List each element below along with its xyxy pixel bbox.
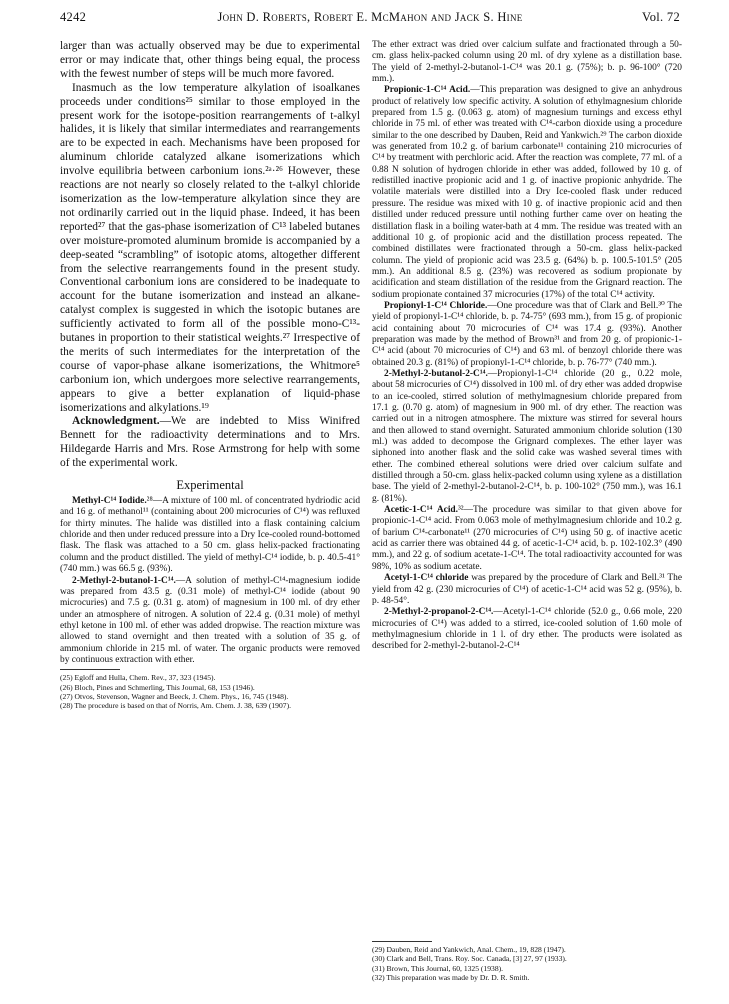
volume-label: Vol. 72 [642,10,680,24]
propionyl-chloride-procedure [372,301,682,369]
acknowledgment-text: —We are indebted to Miss Winifred Bennett for the radioactivity determinations and to Mrs. Hildegarde Harris and Mrs. Rose Armstrong for help with some of the experimental work. [60,415,360,470]
footnote-divider [60,669,120,670]
footnote: (31) Brown, This Journal, 60, 1325 (1938). [372,963,504,973]
methylbutanol-1-procedure [60,576,360,667]
methylpropanol-procedure [372,607,682,652]
paragraph-continued: larger than was actually observed may be due to experimental error or may indicate that, other things being equal, the process with the fewest number of steps will be much more favored. [60,40,360,80]
footnote-divider [372,941,432,942]
acetyl-chloride-procedure [372,573,682,607]
left-column [60,40,360,711]
acetyl-chloride-text: was prepared by the procedure of Clark and Bell.³¹ The yield from 42 g. (230 microcuries of C¹⁴) of acetic-1-C¹⁴ acid was 52 g. (95%), b. p. 48-54°. [372,573,683,606]
propionyl-chloride-title: Propionyl-1-C¹⁴ Chloride. [384,300,488,311]
running-title-authors: John D. Roberts, Robert E. McMahon and Jack S. Hine [217,10,523,24]
acknowledgment-title: Acknowledgment. [72,415,160,428]
methylbutanol-2-procedure [372,369,682,505]
footnote: (29) Dauben, Reid and Yankwich, Anal. Chem., 19, 828 (1947). [372,945,566,954]
right-column [372,40,682,653]
footnote: (25) Egloff and Hulla, Chem. Rev., 37, 323 (1945). [60,673,216,683]
acetyl-chloride-title: Acetyl-1-C¹⁴ chloride [384,573,469,584]
footnote: (27) Otvos, Stevenson, Wagner and Beeck, J. Chem. Phys., 16, 745 (1948). [60,692,289,702]
methylpropanol-title: 2-Methyl-2-propanol-2-C¹⁴. [384,607,494,618]
propionyl-chloride-text: —One procedure was that of Clark and Bell.³⁰ The yield of propionyl-1-C¹⁴ chloride, b. p. 74-75° (693 mm.), from 15 g. of propionic acid containing about 70 microcuries of C¹⁴ was 17.4 g. (93%). Another preparation was made by the method of Brown³¹ and from 20 g. of propionic-1-C¹⁴ acid (about 70 microcuries of C¹⁴) and 63 ml. of benzoyl chloride there was obtained 20.3 g. (81%) of propionyl-1-C¹⁴ chloride, b. p. 76-77° (740 mm.). [372,300,682,368]
right-footnotes [372,938,682,983]
running-header [60,10,680,30]
methylbutanol-2-text: —Propionyl-1-C¹⁴ chloride (20 g., 0.22 mole, about 58 microcuries of C¹⁴) dissolved in 100 ml. of dry ether was added dropwise to an ice-cooled, stirred solution of methylmagnesium chloride prepared from 17.1 g. (0.70 g. atom) of magnesium in 900 ml. of dry ether. The reaction was carried out in a nitrogen atmosphere. The mixture was stirred for several hours and then allowed to stand overnight. Saturated ammonium chloride solution (130 ml.) was added to decompose the Grignard complexes. The ether layer was siphoned into another flask and the solid cake was washed several times with ether. The combined ethereal solutions were dried over calcium sulfate and distilled through a 50-cm. glass helix-packed column using xylene as a distillation base. The yield of 2-methyl-2-butanol-2-C¹⁴, b. p. 100-102° (750 mm.), was 16.1 g. (81%). [372,368,682,504]
footnote: (30) Clark and Bell, Trans. Roy. Soc. Canada, [3] 27, 97 (1933). [372,954,567,964]
propionic-acid-title: Propionic-1-C¹⁴ Acid. [384,85,471,96]
methylbutanol-2-title: 2-Methyl-2-butanol-2-C¹⁴. [384,368,488,379]
acetic-acid-title: Acetic-1-C¹⁴ Acid. [384,505,458,516]
methyl-iodide-text: ²⁸—A mixture of 100 ml. of concentrated hydriodic acid and 16 g. of methanol¹¹ (containing about 200 microcuries of C¹⁴) was refluxed for thirty minutes. The halide was distilled into a flask containing calcium chloride and then under reduced pressure into a Dry Ice-cooled round-bottomed flask. The flask was attached to a 50 cm. glass helix-packed fractionating column and the product distilled. The yield of methyl-C¹⁴ iodide, b. p. 40.5-41° (740 mm.) was 66.5 g. (93%). [60,496,361,575]
propionic-acid-text: —This preparation was designed to give an anhydrous product of relatively low specific activity. A solution of ethylmagnesium chloride prepared from 1.5 g. (0.063 g. atom) of magnesium turnings and excess ethyl chloride in 75 ml. of ether was treated with C¹⁴-carbon dioxide using a procedure similar to the one described by Dauben, Reid and Yankwich.²⁹ The carbon dioxide was generated from 10.2 g. of barium carbonate¹¹ containing 210 microcuries of C¹⁴ by treatment with perchloric acid. After the reaction was complete, 77 ml. of a 0.88 N solution of hydrogen chloride in ether was added, followed by 10 g. of redistilled inactive propionic acid and 1 g. of inactive propionic anhydride. The volatile materials were distilled into a Dry Ice-cooled flask under reduced pressure. The residue was mixed with 10 g. of inactive propionic acid and then distilled under reduced pressure until nothing further came over on heating the distillation flask in a boiling water-bath at 4 mm. The residue was treated with an additional 10 g. of propionic acid and the distillation process repeated. The combined distillates were fractionated through a 50-cm. glass helix-packed column. The yield of propionic acid was 23.5 g. (64%) b. p. 100.5-101.5° (205 mm.). An additional 8.5 g. (23%) was recovered as sodium propionate by acidification and steam distillation of the residue from the Grignard reaction. The sodium propionate contained 37 microcuries (17%) of the total C¹⁴ activity. [372,85,682,300]
propionic-acid-procedure [372,85,682,301]
footnote: (28) The procedure is based on that of Norris, Am. Chem. J. 38, 639 (1907). [60,701,292,711]
methylbutanol-1-text: —A solution of methyl-C¹⁴-magnesium iodide was prepared from 43.5 g. (0.31 mole) of methyl-C¹⁴ iodide (about 90 microcuries) and 7.5 g. (0.31 g. atom) of magnesium in 100 ml. of dry ether under an atmosphere of nitrogen. A solution of 22.4 g. (0.31 mole) of methyl ethyl ketone in 100 ml. of ether was added dropwise. The reaction mixture was allowed to stand overnight and then treated with a solution of 35 g. of ammonium chloride in 215 ml. of water. The organic products were removed by continuous extraction with ether. [60,575,360,665]
methyl-iodide-procedure [60,496,360,575]
acetic-acid-procedure [372,505,682,573]
left-footnotes [60,673,360,711]
page-number: 4242 [60,10,87,24]
paragraph-mechanism-discussion: Inasmuch as the low temperature alkylation of isoalkanes proceeds under conditions²⁵ similar to those employed in the present work for the isotope-position rearrangements of t-alkyl halides, it is likely that similar intermediates and rearrangements are to be expected in each. Mechanisms have been proposed for aluminum chloride catalyzed alkane isomerizations which involve equilibria between carbonium ions.²ᵃ·²⁶ However, these reactions are not nearly so closely related to the t-alkyl chloride isomerization as the low-temperature alkylation since they are not ordinarily carried out in the liquid phase. Indeed, it has been reported²⁷ that the gas-phase isomerization of C¹³ labeled butanes over moisture-promoted aluminum bromide is accompanied by a deep-seated “scrambling” of isotopic atoms, altogether different from the selective rearrangements found in the present study. Conventional carbonium ions are considered to be inadequate to account for the butane isomerization and instead an alkane-catalyst complex is suggested in which the isotopic butanes are sufficiently activated to form all of the possible mono-C¹³-butanes in proportion to their statistical weights.²⁷ Irrespective of the merits of such intermediates for the interpretation of the course of vapor-phase alkane isomerizations, the Whitmore⁵ carbonium ion, which undergoes more selective rearrangements, appears to give a better explanation of liquid-phase isomerizations and alkylations.¹⁹ [60,81,360,414]
footnote: (32) This preparation was made by Dr. D. R. Smith. [372,973,530,983]
methylpropanol-text: —Acetyl-1-C¹⁴ chloride (52.0 g., 0.66 mole, 220 microcuries of C¹⁴) was added to a stirred, ice-cooled solution of 1.60 mole of methylmagnesium chloride in 1 l. of dry ether. The products were isolated as described for 2-methyl-2-butanol-2-C¹⁴ [372,607,682,652]
methyl-iodide-title: Methyl-C¹⁴ Iodide. [72,496,147,507]
extract-continued: The ether extract was dried over calcium sulfate and fractionated through a 50-cm. glass helix-packed column using 20 ml. of dry xylene as a distillation base. The yield of 2-methyl-2-butanol-1-C¹⁴ was 20.1 g. (75%); b. p. 96-100° (720 mm.). [372,40,682,85]
acetic-acid-text: ³²—The procedure was similar to that given above for propionic-1-C¹⁴ acid. From 0.063 mole of methylmagnesium chloride and 10.2 g. of barium C¹⁴-carbonate¹¹ (270 microcuries of C¹⁴) using 50 g. of inactive acetic acid as carrier there was obtained 44 g. of acetic-1-C¹⁴ acid, b. p. 102-102.3° (490 mm.), and 22 g. of sodium acetate-1-C¹⁴. The total radioactivity accounted for was 98%, 10% as sodium acetate. [372,505,682,572]
section-heading-experimental: Experimental [176,478,244,493]
footnote: (26) Bloch, Pines and Schmerling, This Journal, 68, 153 (1946). [60,682,255,692]
methylbutanol-1-title: 2-Methyl-2-butanol-1-C¹⁴. [72,575,176,586]
acknowledgment-paragraph [60,415,360,471]
